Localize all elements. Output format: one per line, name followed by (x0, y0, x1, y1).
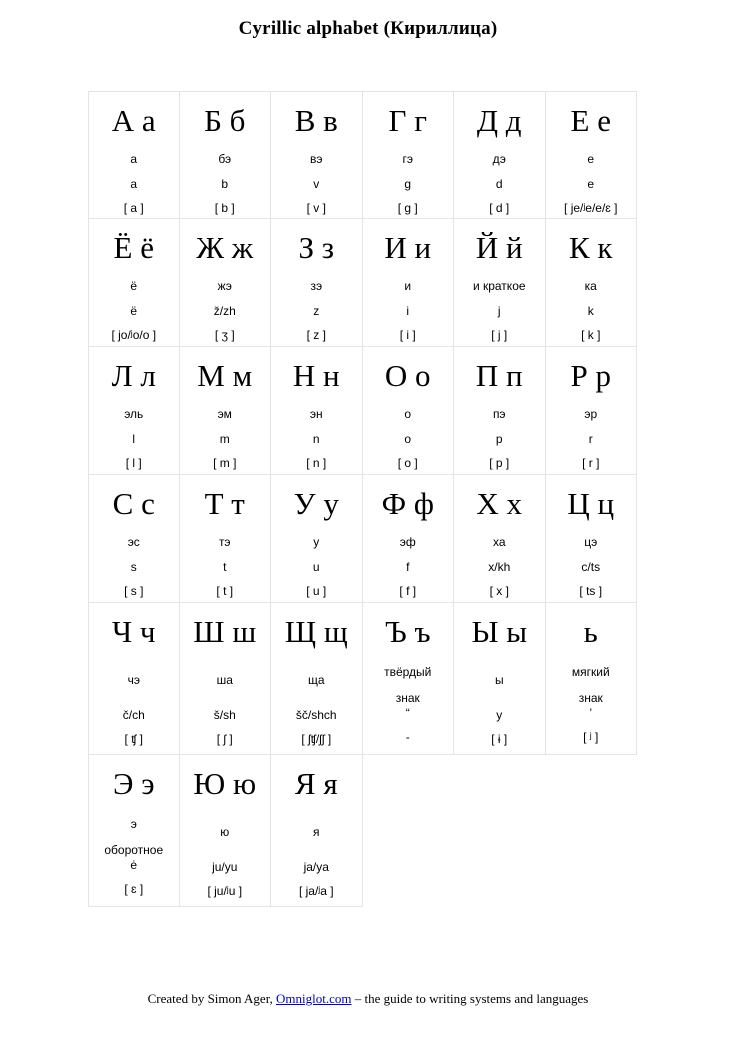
letter-glyph: В в (294, 103, 338, 138)
letter-name-line: эс (127, 535, 140, 549)
transliteration: k (587, 304, 594, 318)
transliteration: o (404, 432, 412, 446)
letter-name-line: эм (217, 407, 232, 421)
letter-glyph: П п (475, 358, 523, 393)
letter-name-line: я (313, 825, 320, 839)
ipa-pronunciation: [ o ] (397, 456, 418, 470)
transliteration: ž/zh (213, 304, 236, 318)
letter-glyph: Я я (294, 766, 338, 801)
letter-cell (546, 603, 638, 755)
letter-cell (271, 755, 363, 907)
transliteration: a (130, 177, 138, 191)
ipa-pronunciation: [ u ] (306, 584, 327, 598)
letter-name-line: у (313, 535, 320, 549)
letter-cell (454, 219, 546, 347)
letter-glyph: ь (583, 614, 598, 649)
letter-name (363, 407, 454, 421)
ipa-pronunciation: [ r ] (582, 456, 600, 470)
letter-name-line: вэ (310, 152, 323, 166)
ipa-pronunciation: [ m ] (213, 456, 237, 470)
letter-name-line: твёрдый (384, 665, 432, 679)
letter-cell (88, 603, 180, 755)
ipa-pronunciation: [ n ] (306, 456, 327, 470)
letter-cell (454, 475, 546, 603)
transliteration: m (219, 432, 230, 446)
transliteration: s (130, 560, 137, 574)
letter-name-line: а (130, 152, 138, 166)
transliteration: f (406, 560, 410, 574)
letter-name (454, 407, 545, 421)
letter-cell (180, 755, 272, 907)
transliteration: z (313, 304, 320, 318)
letter-name (363, 152, 454, 166)
letter-name-line: чэ (127, 673, 140, 687)
letter-cell (180, 347, 272, 475)
footer-prefix: Created by Simon Ager, (147, 991, 277, 1006)
letter-name (454, 279, 545, 293)
letter-name (363, 535, 454, 549)
letter-glyph: Ш ш (193, 614, 257, 649)
letter-name (363, 659, 454, 711)
letter-name (271, 152, 362, 166)
letter-cell (180, 91, 272, 219)
letter-glyph: И и (384, 230, 432, 265)
letter-glyph: З з (298, 230, 335, 265)
letter-name-line: е (587, 152, 595, 166)
letter-cell (454, 347, 546, 475)
letter-name (546, 152, 637, 166)
letter-name (180, 279, 271, 293)
letter-name (546, 535, 637, 549)
ipa-pronunciation: [ ɛ ] (124, 882, 144, 896)
letter-glyph: Ё ё (113, 230, 154, 265)
letter-name (271, 535, 362, 549)
letter-name-line: цэ (584, 535, 598, 549)
letter-name-line: эль (124, 407, 144, 421)
letter-name (454, 673, 545, 687)
ipa-pronunciation: [ ʲ ] (583, 730, 599, 744)
letter-cell (88, 347, 180, 475)
letter-name (546, 659, 637, 711)
letter-glyph: Г г (388, 103, 427, 138)
letter-cell (88, 219, 180, 347)
letter-name-line: ю (220, 825, 230, 839)
ipa-pronunciation: [ ʃ ] (216, 732, 233, 746)
letter-name-line: бэ (218, 152, 232, 166)
letter-name-line: ша (216, 673, 233, 687)
letter-name-line: ё (130, 279, 138, 293)
transliteration: i (406, 304, 410, 318)
letter-glyph: Ъ ъ (384, 614, 431, 649)
ipa-pronunciation: - (405, 730, 410, 744)
letter-name-line: мягкий (571, 665, 610, 679)
letter-name (363, 279, 454, 293)
letter-name (271, 279, 362, 293)
letter-glyph: Б б (204, 103, 246, 138)
letter-cell (180, 475, 272, 603)
letter-name-line: и (404, 279, 412, 293)
transliteration: j (497, 304, 501, 318)
letter-name-line: эф (399, 535, 416, 549)
letter-cell (546, 475, 638, 603)
ipa-pronunciation: [ x ] (489, 584, 509, 598)
letter-name-line: пэ (492, 407, 506, 421)
footer-credit (0, 991, 736, 1007)
letter-cell (546, 91, 638, 219)
letter-name (180, 152, 271, 166)
ipa-pronunciation: [ b ] (214, 201, 235, 215)
letter-glyph: Д д (476, 103, 522, 138)
letter-name-line: тэ (218, 535, 231, 549)
ipa-pronunciation: [ je/ʲe/e/ɛ ] (564, 201, 618, 215)
ipa-pronunciation: [ s ] (124, 584, 144, 598)
letter-cell (180, 219, 272, 347)
ipa-pronunciation: [ ʒ ] (214, 328, 235, 342)
letter-name-line: эн (309, 407, 323, 421)
letter-cell (88, 755, 180, 907)
transliteration: b (221, 177, 229, 191)
transliteration: e (587, 177, 595, 191)
letter-cell (88, 91, 180, 219)
letter-name-line: оборотное (104, 843, 164, 857)
transliteration: “ (405, 706, 410, 720)
letter-name-line: и краткое (472, 279, 526, 293)
letter-name (89, 811, 179, 863)
letter-name (89, 673, 179, 687)
letter-glyph: А а (111, 103, 156, 138)
transliteration: c/ts (581, 560, 601, 574)
letter-name (89, 152, 179, 166)
letter-glyph: Ы ы (471, 614, 528, 649)
ipa-pronunciation: [ v ] (306, 201, 326, 215)
letter-glyph: Щ щ (284, 614, 348, 649)
transliteration: x/kh (488, 560, 511, 574)
letter-name (271, 407, 362, 421)
transliteration: r (588, 432, 593, 446)
ipa-pronunciation: [ ʧ ] (124, 732, 143, 746)
letter-glyph: Ж ж (196, 230, 254, 265)
ipa-pronunciation: [ ja/ʲa ] (298, 884, 334, 898)
letter-glyph: Н н (292, 358, 340, 393)
letter-name (546, 279, 637, 293)
ipa-pronunciation: [ ju/ʲu ] (207, 884, 243, 898)
transliteration: n (312, 432, 320, 446)
ipa-pronunciation: [ j ] (491, 328, 508, 342)
letter-name (89, 535, 179, 549)
letter-name-line: ща (307, 673, 325, 687)
ipa-pronunciation: [ f ] (399, 584, 417, 598)
letter-glyph: Л л (111, 358, 156, 393)
letter-name (180, 407, 271, 421)
letter-glyph: Т т (204, 486, 245, 521)
letter-glyph: М м (197, 358, 253, 393)
ipa-pronunciation: [ t ] (216, 584, 234, 598)
letter-glyph: К к (569, 230, 613, 265)
letter-cell (363, 603, 455, 755)
ipa-pronunciation: [ a ] (123, 201, 144, 215)
letter-cell (363, 219, 455, 347)
transliteration: g (404, 177, 412, 191)
letter-cell (546, 219, 638, 347)
transliteration: p (495, 432, 503, 446)
letter-cell (363, 91, 455, 219)
transliteration: d (495, 177, 503, 191)
letter-name (89, 407, 179, 421)
page-title: Cyrillic alphabet (Кириллица) (238, 18, 498, 39)
transliteration: š/sh (213, 708, 236, 722)
letter-glyph: О о (384, 358, 431, 393)
letter-cell (363, 475, 455, 603)
transliteration: ë (130, 304, 138, 318)
ipa-pronunciation: [ ʃʧ/ʃʃ ] (301, 732, 332, 746)
letter-glyph: Ц ц (567, 486, 615, 521)
ipa-pronunciation: [ i ] (399, 328, 416, 342)
letter-cell (271, 219, 363, 347)
letter-glyph: Р р (570, 358, 611, 393)
letter-name-line: знак (395, 691, 420, 705)
letter-name (454, 535, 545, 549)
letter-cell (271, 347, 363, 475)
letter-glyph: Х х (476, 486, 523, 521)
letter-name-line: ка (584, 279, 597, 293)
letter-glyph: Э э (112, 766, 155, 801)
transliteration: t (223, 560, 227, 574)
letter-name (180, 825, 271, 839)
letter-name-line: знак (578, 691, 603, 705)
letter-cell (546, 347, 638, 475)
letter-glyph: Ф ф (381, 486, 434, 521)
letter-name-line: ы (494, 673, 504, 687)
letter-name-line: дэ (492, 152, 506, 166)
transliteration: ’ (589, 706, 593, 720)
ipa-pronunciation: [ d ] (489, 201, 510, 215)
letter-name-line: э (130, 817, 137, 831)
letter-name (546, 407, 637, 421)
transliteration: l (132, 432, 136, 446)
letter-name-line: гэ (402, 152, 413, 166)
letter-name (180, 535, 271, 549)
footer-suffix: – the guide to writing systems and languages (351, 991, 589, 1006)
transliteration: v (313, 177, 320, 191)
letter-glyph: С с (112, 486, 155, 521)
ipa-pronunciation: [ z ] (306, 328, 326, 342)
letter-name-line: эр (584, 407, 598, 421)
letter-name (271, 825, 362, 839)
letter-cell (180, 603, 272, 755)
ipa-pronunciation: [ k ] (581, 328, 601, 342)
letter-glyph: Ч ч (112, 614, 156, 649)
letter-name (454, 152, 545, 166)
ipa-pronunciation: [ ts ] (579, 584, 603, 598)
transliteration: šč/shch (295, 708, 337, 722)
letter-glyph: Й й (475, 230, 523, 265)
transliteration: č/ch (122, 708, 145, 722)
letter-name (89, 279, 179, 293)
transliteration: ė (130, 858, 138, 872)
transliteration: ju/yu (212, 860, 238, 874)
transliteration: u (312, 560, 320, 574)
ipa-pronunciation: [ l ] (125, 456, 142, 470)
letter-name-line: ха (492, 535, 506, 549)
letter-glyph: У у (293, 486, 339, 521)
letter-cell (454, 603, 546, 755)
letter-name-line: жэ (217, 279, 232, 293)
letter-name-line: о (404, 407, 412, 421)
letter-name-line: зэ (310, 279, 323, 293)
transliteration: y (496, 708, 503, 722)
letter-cell (271, 603, 363, 755)
letter-cell (363, 347, 455, 475)
ipa-pronunciation: [ jo/ʲo/o ] (111, 328, 157, 342)
letter-glyph: Е е (570, 103, 611, 138)
letter-name (180, 673, 271, 687)
letter-cell (88, 475, 180, 603)
omniglot-link[interactable]: Omniglot.com (276, 991, 352, 1006)
alphabet-grid (88, 91, 637, 907)
ipa-pronunciation: [ ɨ ] (491, 732, 508, 746)
letter-cell (454, 91, 546, 219)
letter-cell (271, 475, 363, 603)
letter-name (271, 673, 362, 687)
transliteration: ja/ya (303, 860, 329, 874)
letter-cell (271, 91, 363, 219)
ipa-pronunciation: [ g ] (397, 201, 418, 215)
ipa-pronunciation: [ p ] (489, 456, 510, 470)
letter-glyph: Ю ю (193, 766, 257, 801)
